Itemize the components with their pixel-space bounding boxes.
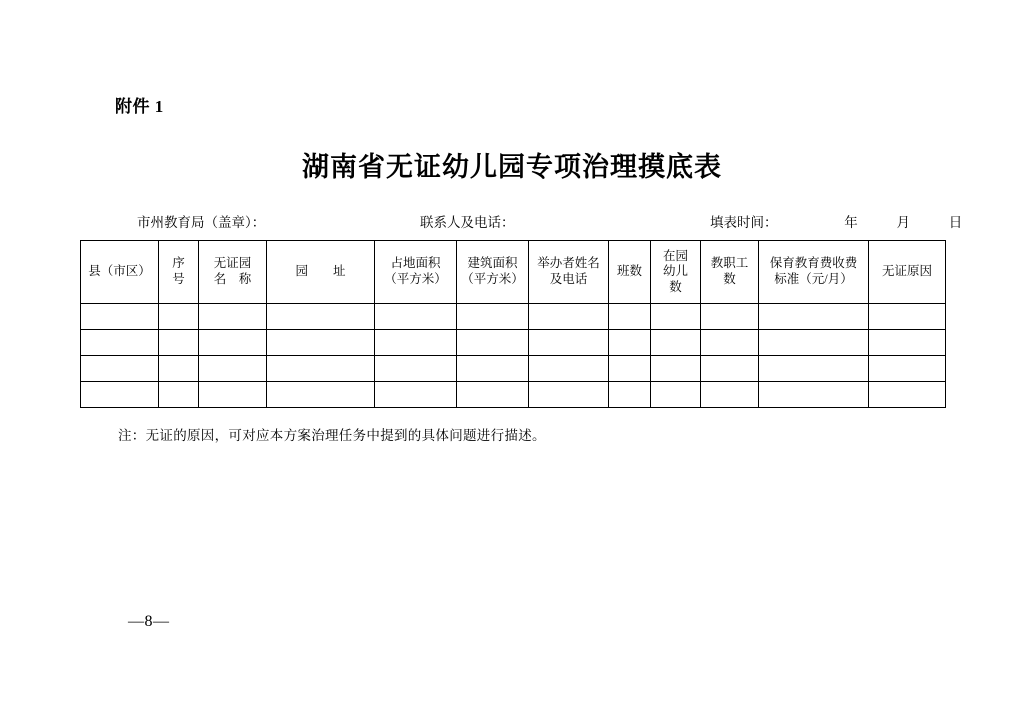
table-cell[interactable] bbox=[267, 304, 375, 330]
table-row bbox=[81, 356, 946, 382]
table-cell[interactable] bbox=[81, 356, 159, 382]
table-cell[interactable] bbox=[457, 356, 529, 382]
table-cell[interactable] bbox=[267, 330, 375, 356]
table-cell[interactable] bbox=[609, 356, 651, 382]
table-header-cell: 占地面积 （平方米） bbox=[375, 241, 457, 304]
table-cell[interactable] bbox=[199, 304, 267, 330]
table-header-row bbox=[81, 241, 946, 304]
table-header-cell: 班数 bbox=[609, 241, 651, 304]
table-header-cell: 县（市区） bbox=[81, 241, 159, 304]
table-cell[interactable] bbox=[529, 356, 609, 382]
table-cell[interactable] bbox=[701, 356, 759, 382]
table-row bbox=[81, 330, 946, 356]
table-cell[interactable] bbox=[375, 356, 457, 382]
table-header-cell: 保育教育费收费 标准（元/月） bbox=[759, 241, 869, 304]
meta-month-unit: 月 bbox=[896, 215, 910, 230]
table-cell[interactable] bbox=[701, 304, 759, 330]
table-cell[interactable] bbox=[869, 356, 946, 382]
table-cell[interactable] bbox=[869, 382, 946, 408]
table-cell[interactable] bbox=[159, 356, 199, 382]
table-header-cell: 无证原因 bbox=[869, 241, 946, 304]
table-cell[interactable] bbox=[457, 382, 529, 408]
page-title: 湖南省无证幼儿园专项治理摸底表 bbox=[302, 152, 722, 182]
table-cell[interactable] bbox=[457, 330, 529, 356]
meta-contact-label: 联系人及电话： bbox=[420, 215, 515, 230]
table-cell[interactable] bbox=[529, 304, 609, 330]
table-body bbox=[81, 304, 946, 408]
attachment-label: 附件 1 bbox=[115, 97, 164, 116]
table-cell[interactable] bbox=[267, 356, 375, 382]
table-header-cell: 无证园 名 称 bbox=[199, 241, 267, 304]
page-number: —8— bbox=[128, 613, 170, 630]
table-cell[interactable] bbox=[199, 382, 267, 408]
table-header-cell: 序 号 bbox=[159, 241, 199, 304]
table-row bbox=[81, 304, 946, 330]
table-cell[interactable] bbox=[609, 304, 651, 330]
table-cell[interactable] bbox=[375, 304, 457, 330]
table-cell[interactable] bbox=[199, 330, 267, 356]
table-cell[interactable] bbox=[159, 382, 199, 408]
table-cell[interactable] bbox=[529, 382, 609, 408]
table-cell[interactable] bbox=[375, 382, 457, 408]
meta-date-label: 填表时间： bbox=[710, 215, 778, 230]
survey-table bbox=[80, 240, 946, 408]
meta-day-unit: 日 bbox=[948, 215, 963, 230]
table-header-cell: 园 址 bbox=[267, 241, 375, 304]
table-cell[interactable] bbox=[159, 304, 199, 330]
table-cell[interactable] bbox=[759, 304, 869, 330]
table-cell[interactable] bbox=[81, 382, 159, 408]
table-header-cell: 教职工 数 bbox=[701, 241, 759, 304]
table-cell[interactable] bbox=[759, 356, 869, 382]
table-cell[interactable] bbox=[869, 304, 946, 330]
table-cell[interactable] bbox=[759, 382, 869, 408]
table-cell[interactable] bbox=[651, 356, 701, 382]
table-header-cell: 举办者姓名 及电话 bbox=[529, 241, 609, 304]
table-cell[interactable] bbox=[609, 382, 651, 408]
table-cell[interactable] bbox=[701, 330, 759, 356]
table-row bbox=[81, 382, 946, 408]
table-cell[interactable] bbox=[759, 330, 869, 356]
form-meta-row bbox=[115, 211, 963, 231]
table-cell[interactable] bbox=[199, 356, 267, 382]
table-cell[interactable] bbox=[609, 330, 651, 356]
table-note: 注：无证的原因，可对应本方案治理任务中提到的具体问题进行描述。 bbox=[118, 428, 546, 443]
table-cell[interactable] bbox=[81, 304, 159, 330]
table-cell[interactable] bbox=[651, 330, 701, 356]
meta-year-unit: 年 bbox=[844, 215, 858, 230]
table-header-cell: 建筑面积 （平方米） bbox=[457, 241, 529, 304]
meta-date-group bbox=[710, 211, 962, 231]
meta-seal-label: 市州教育局（盖章）： bbox=[137, 215, 266, 230]
table-cell[interactable] bbox=[869, 330, 946, 356]
table-cell[interactable] bbox=[267, 382, 375, 408]
table-cell[interactable] bbox=[651, 382, 701, 408]
table-cell[interactable] bbox=[457, 304, 529, 330]
table-cell[interactable] bbox=[701, 382, 759, 408]
table-cell[interactable] bbox=[651, 304, 701, 330]
table-cell[interactable] bbox=[529, 330, 609, 356]
table-cell[interactable] bbox=[81, 330, 159, 356]
table-cell[interactable] bbox=[375, 330, 457, 356]
table-header-cell: 在园 幼儿 数 bbox=[651, 241, 701, 304]
table-cell[interactable] bbox=[159, 330, 199, 356]
